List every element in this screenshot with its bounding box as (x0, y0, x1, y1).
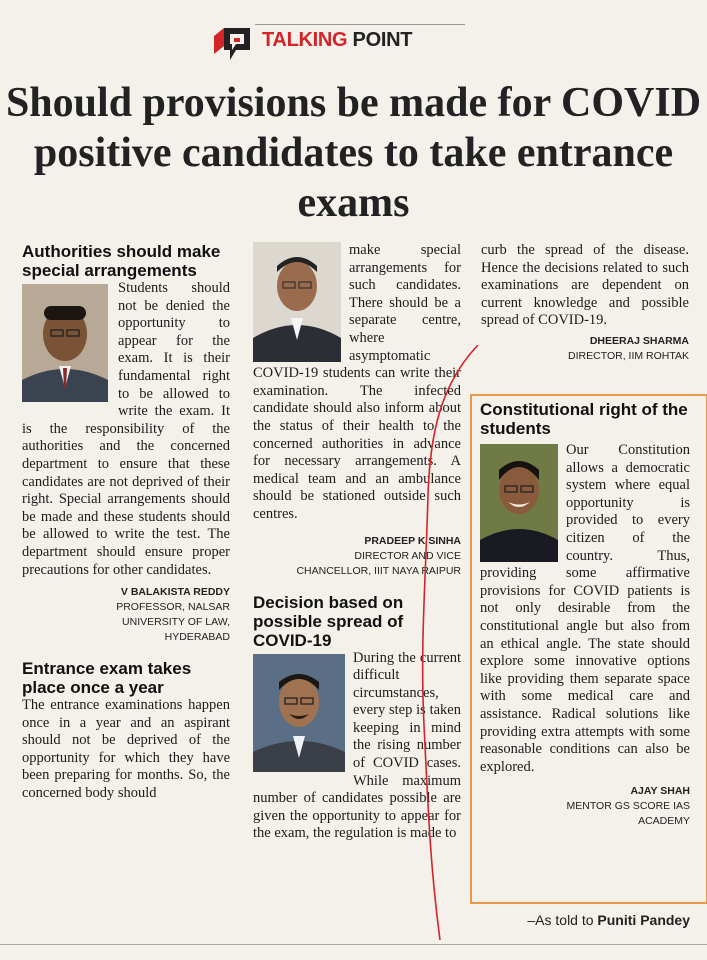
byline-sharma (481, 334, 689, 364)
section-label-red: TALKING (262, 29, 348, 51)
byline-title: MENTOR GS SCORE IAS ACADEMY (566, 800, 690, 828)
photo-reddy (22, 284, 108, 402)
article-reddy (22, 280, 230, 579)
section-label (262, 29, 412, 52)
byline-title: DIRECTOR AND VICE CHANCELLOR, IIIT NAYA RAIPUR (296, 549, 461, 577)
column-3 (481, 242, 689, 364)
photo-sinha (253, 242, 341, 362)
byline-title: PROFESSOR, NALSAR UNIVERSITY OF LAW, HYDERABAD (116, 601, 230, 644)
heading-entrance-exam: Entrance exam takes place once a year (22, 659, 192, 698)
heading-constitutional: Constitutional right of the students (480, 400, 688, 438)
article-text: Students should not be denied the opportunity to appear for the exam. It is their fundamental right to be allowed to write the exam. It is the responsibility of the authorities and the concerned department to ensure that these candidates are not deprived of their right. Special arrangements should be made and these students should be allowed to write the test. The department should ensure proper precautions for other candidates. (22, 280, 230, 578)
portrait-image (480, 444, 558, 562)
byline-name: DHEERAJ SHARMA (589, 334, 689, 347)
article-text: make special arrangements for such candidates. There should be a separate centre, where asymptomatic COVID-19 students can write their examination. The infected candidate should also inform about the status of their health to the concerned authorities in advance for necessary arrangements. A medical team and an ambulance should be stationed outside such centres. (253, 242, 461, 522)
article-text: During the current difficult circumstances, every step is taken keeping in mind the rising number of COVID cases. While maximum number of candidates possible are given the opportunity to appear for the exam, the regulation is made to (253, 649, 461, 842)
article-text: The entrance examinations happen once in a year and an aspirant should not be deprived of the opportunity for which they have been preparing for months. So, the concerned body should (22, 697, 230, 802)
photo-sharma (253, 654, 345, 772)
byline-title: DIRECTOR, IIM ROHTAK (568, 349, 689, 362)
headline: Should provisions be made for COVID positive candidates to take entrance exams (5, 80, 702, 226)
byline-reddy (22, 585, 230, 645)
article-sharma-cont (481, 242, 689, 330)
article-shah (480, 442, 690, 776)
as-told-to-credit (480, 912, 690, 928)
article-text: curb the spread of the disease. Hence the decisions related to such examinations are dependent on current knowledge and possible spread of COVID-19. (481, 242, 689, 329)
byline-name: V BALAKISTA REDDY (120, 586, 230, 599)
talking-point-logo-icon (210, 24, 254, 64)
credit-prefix: –As told to (527, 912, 598, 928)
byline-name: PRADEEP K SINHA (364, 534, 461, 547)
column-4 (480, 400, 690, 829)
portrait-image (22, 284, 108, 402)
photo-shah (480, 444, 558, 562)
credit-name: Puniti Pandey (597, 912, 690, 928)
section-label-black: POINT (347, 29, 413, 51)
article-text: Our Constitution allows a democratic system where equal opportunity is provided to every citizen of the country. Thus, providing some affirmative provisions for COVID patients is not only desirable from the constitutional angle but also from an ethical angle. The state should explore some innovative options like providing them separate space with some medical care and assistance. Radical solutions like providing extra attempts with some reasonable conditions can also be explored. (480, 442, 690, 775)
heading-decision: Decision based on possible spread of COVID-19 (253, 592, 404, 650)
heading-authorities: Authorities should make special arrangements (22, 242, 221, 280)
portrait-image (253, 242, 341, 362)
column-1 (22, 242, 230, 803)
bottom-rule (0, 944, 707, 945)
article-entrance-exam (22, 697, 230, 803)
red-pen-line (400, 345, 480, 945)
byline-name: AJAY SHAH (630, 785, 690, 798)
portrait-image (253, 654, 345, 772)
section-rule (255, 24, 465, 25)
byline-shah (480, 784, 690, 829)
